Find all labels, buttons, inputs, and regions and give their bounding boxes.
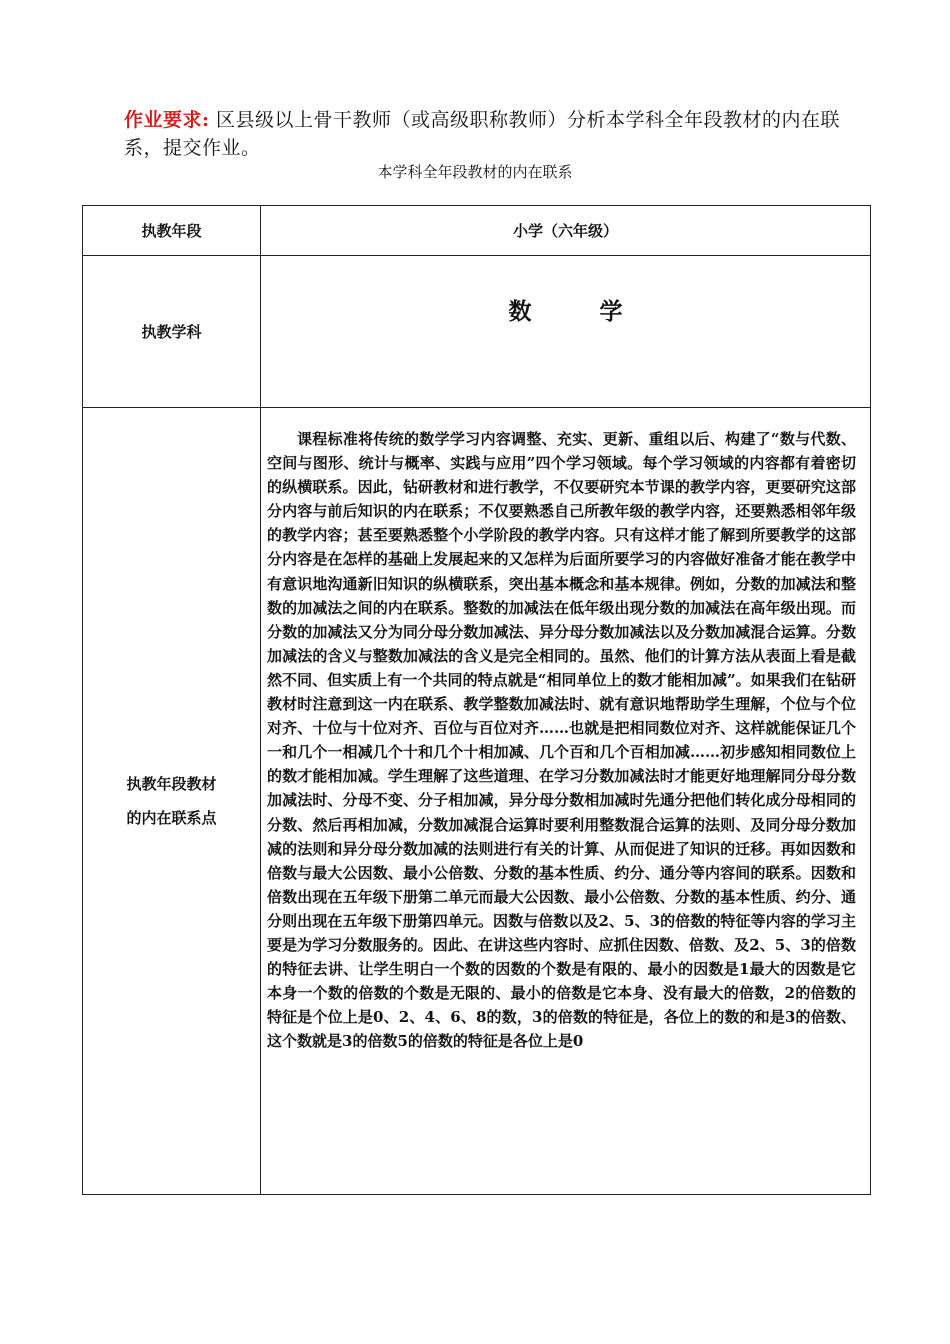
requirement-label: 作业要求: xyxy=(124,109,210,131)
grade-row xyxy=(83,206,871,256)
connections-row xyxy=(83,408,871,1195)
analysis-table xyxy=(82,205,871,1195)
table-caption: 本学科全年段教材的内在联系 xyxy=(377,163,573,181)
subject-row xyxy=(83,256,871,408)
requirement-text: 区县级以上骨干教师（或高级职称教师）分析本学科全年段教材的内在联系，提交作业。 xyxy=(124,109,841,159)
connections-label-line2: 的内在联系点 xyxy=(126,809,217,827)
connections-content: 课程标准将传统的数学学习内容调整、充实、更新、重组以后、构建了“数与代数、空间与图形、统计与概率、实践与应用”四个学习领域。每个学习领域的内容都有着密切的纵横联系。因此，钻研教材和进行教学，不仅要研究本节课的教学内容，更要研究这部分内容与前后知识的内在联系；不仅要熟悉自己所教年级的教学内容，还要熟悉相邻年级的教学内容；甚至要熟悉整个小学阶段的教学内容。只有这样才能了解到所要教学的这部分内容是在怎样的基础上发展起来的又怎样为后面所要学习的内容做好准备才能在教学中有意识地沟通新旧知识的纵横联系，突出基本概念和基本规律。例如，分数的加减法和整数的加减法之间的内在联系。整数的加减法在低年级出现分数的加减法在高年级出现。而分数的加减法又分为同分母分数加减法、异分母分数加减法以及分数加减混合运算。分数加减法的含义与整数加减法的含义是完全相同的。虽然、他们的计算方法从表面上看是截然不同、但实质上有一个共同的特点就是“相同单位上的数才能相加减”。如果我们在钻研教材时注意到这一内在联系、教学整数加减法时、就有意识地帮助学生理解，个位与个位对齐、十位与十位对齐、百位与百位对齐……也就是把相同数位对齐、这样就能保证几个一和几个一相减几个十和几个十相加减、几个百和几个百相加减……初步感知相同数位上的数才能相加减。学生理解了这些道理、在学习分数加减法时才能更好地理解同分母分数加减法时、分母不变、分子相加减，异分母分数相加减时先通分把他们转化成分母相同的分数、然后再相加减，分数加减混合运算时要利用整数混合运算的法则、及同分母分数加减的法则和异分母分数加减的法则进行有关的计算、从而促进了知识的迁移。再如因数和倍数与最大公因数、最小公倍数、分数的基本性质、约分、通分等内容间的联系。因数和倍数出现在五年级下册第二单元而最大公因数、最小公倍数、分数的基本性质、约分、通分则出现在五年级下册第四单元。因数与倍数以及2、5、3的倍数的特征等内容的学习主要是为学习分数服务的。因此、在讲这些内容时、应抓住因数、倍数、及2、5、3的倍数的特征去讲、让学生明白一个数的因数的个数是有限的、最小的因数是1最大的因数是它本身一个数的倍数的个数是无限的、最小的倍数是它本身、没有最大的倍数，2的倍数的特征是个位上是0、2、4、6、8的数，3的倍数的特征是，各位上的数的和是3的倍数、这个数就是3的倍数5的倍数的特征是各位上是0 xyxy=(267,430,856,1051)
grade-label: 执教年段 xyxy=(83,206,261,256)
connections-cell xyxy=(261,408,871,1195)
subject-cell xyxy=(261,256,871,408)
assignment-requirement xyxy=(124,106,864,162)
subject-label: 执教学科 xyxy=(83,256,261,408)
connections-label-line1: 执教年段教材 xyxy=(126,775,217,793)
grade-value: 小学（六年级） xyxy=(261,206,871,256)
subject-value: 数 学 xyxy=(508,298,653,325)
connections-label xyxy=(83,408,261,1195)
